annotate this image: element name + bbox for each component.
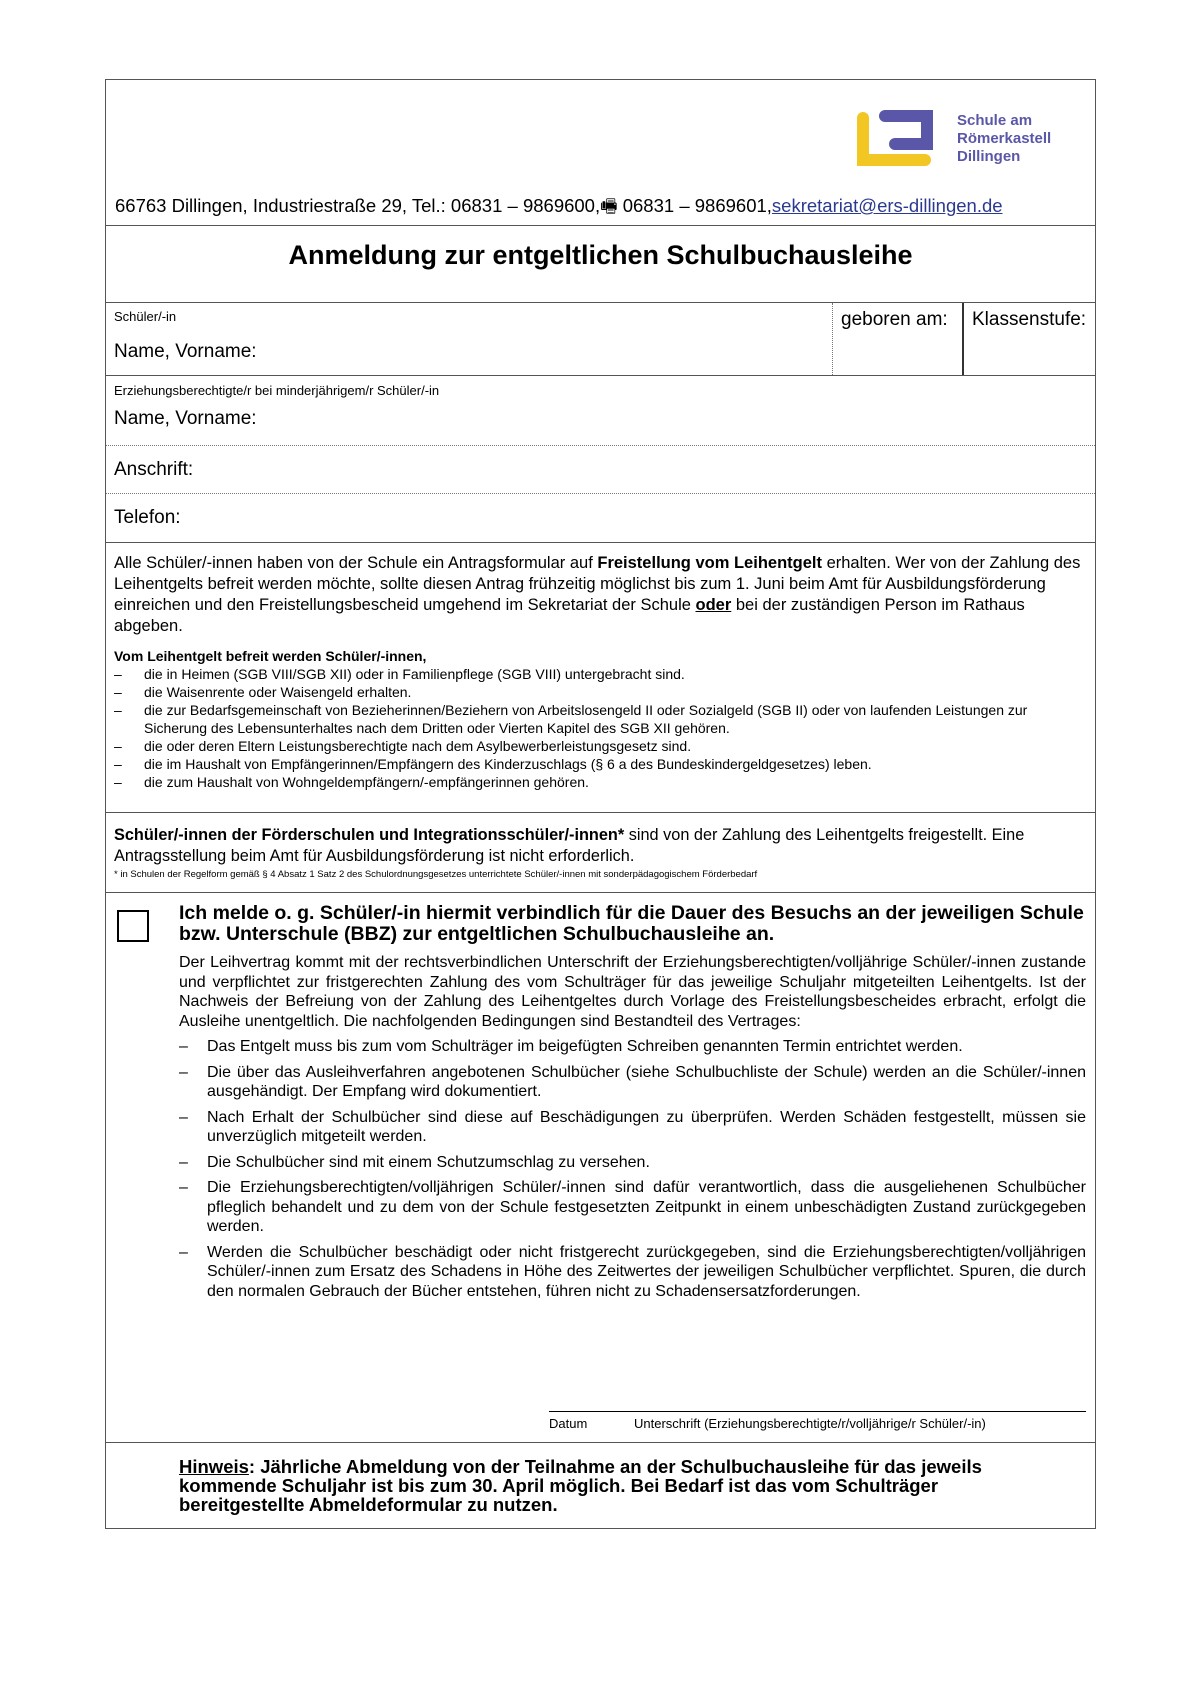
- signature-line[interactable]: [549, 1411, 1086, 1412]
- guardian-address-field[interactable]: [106, 445, 1095, 493]
- exemption-oder: oder: [695, 596, 732, 614]
- address-text: 66763 Dillingen, Industriestraße 29, Tel.: 06831 – 9869600,: [115, 195, 601, 216]
- note-section: [106, 1442, 1095, 1530]
- conditions-list: [179, 1037, 1086, 1301]
- logo-line: Römerkastell: [957, 130, 1052, 147]
- dash: –: [114, 702, 122, 718]
- list-item: [114, 683, 1085, 701]
- note-text: [179, 1457, 1045, 1514]
- list-item-text: die oder deren Eltern Leistungsberechtigte nach dem Asylbewerberleistungsgesetz sind.: [144, 738, 692, 754]
- note-body: : Jährliche Abmeldung von der Teilnahme an der Schulbuchausleihe für das jeweils kommende Schuljahr ist bis zum 30. April möglich. Bei Bedarf ist das vom Schulträger bereitgestellte Abmeldeformular zu nutzen.: [179, 1456, 982, 1515]
- list-item: [179, 1063, 1086, 1102]
- special-paragraph: [114, 825, 1085, 867]
- logo-line: Schule am: [957, 112, 1033, 129]
- exemption-text: erhalten. Wer von der Zahlung des Leihentgelts befreit werden möchte, sollte diesen Antrag frühzeitig möglichst bis zum 1. Juni beim Amt für Ausbildungsförderung einreichen und den Freistellungsbescheid umgehend im Sekretariat der Schule: [114, 554, 1081, 614]
- guardian-name-label: Name, Vorname:: [114, 408, 257, 429]
- list-item-text: Werden die Schulbücher beschädigt oder nicht fristgerecht zurückgegeben, sind die Erziehungsberechtigten/volljährigen Schüler/-innen zum Ersatz des Schadens in Höhe des Zeitwertes der jeweiligen Schulbücher verpflichtet. Spuren, die durch den normalen Gebrauch der Bücher entstehen, führen nicht zu Schadensersatzforderungen.: [207, 1243, 1086, 1300]
- list-item: [179, 1178, 1086, 1237]
- list-item: [114, 665, 1085, 683]
- list-item-text: Die Erziehungsberechtigten/volljährigen Schüler/-innen sind dafür verantwortlich, dass die ausgeliehenen Schulbücher pfleglich behandelt und zu dem von der Schule festgesetzten Zeitpunkt in einem unbeschädigten Zustand zurückgegeben werden.: [207, 1179, 1086, 1235]
- dash: –: [114, 738, 122, 754]
- dash: –: [179, 1038, 188, 1055]
- exemption-text: Alle Schüler/-innen haben von der Schule ein Antragsformular auf: [114, 554, 598, 572]
- student-name-field[interactable]: [106, 303, 833, 375]
- guardian-phone-label: Telefon:: [114, 507, 181, 528]
- exemption-text: bei der zuständigen Person im Rathaus abgeben.: [114, 596, 1025, 635]
- registration-checkbox[interactable]: [117, 910, 149, 942]
- grade-label: Klassenstufe:: [972, 309, 1087, 330]
- list-item-text: die zur Bedarfsgemeinschaft von Bezieherinnen/Beziehern von Arbeitslosengeld II oder Sozialgeld (SGB II) oder von laufenden Leistungen zur Sicherung des Lebensunterhaltes nach dem Dritten oder Vierten Kapitel des SGB XII gehören.: [144, 702, 1028, 736]
- birthdate-label: geboren am:: [841, 309, 948, 330]
- grade-field[interactable]: [964, 303, 1096, 375]
- exemption-section: [106, 542, 1095, 812]
- special-text: sind von der Zahlung des Leihentgelts freigestellt. Eine Antragsstellung beim Amt für Ausbildungsförderung ist nicht erforderlich.: [114, 826, 1025, 865]
- registration-intro: Der Leihvertrag kommt mit der rechtsverbindlichen Unterschrift der Erziehungsberechtigten/volljährige Schüler/-innen zustande und verpflichtet zur fristgerechten Zahlung des vom Schulträger für das jeweilige Schuljahr mitgeteilten Leihentgelts. Ist der Nachweis der Befreiung von der Zahlung des Leihentgeltes durch Vorlage des Freistellungsbescheides erbracht, erfolgt die Ausleihe unentgeltlich. Die nachfolgenden Bedingungen sind Bestandteil des Vertrages:: [179, 954, 1086, 1030]
- dash: –: [179, 1243, 188, 1261]
- list-item-text: Die über das Ausleihverfahren angebotenen Schulbücher (siehe Schulbuchliste der Schule) werden an die Schüler/-innen ausgehändigt. Der Empfang wird dokumentiert.: [207, 1063, 1086, 1100]
- list-item: [179, 1153, 1086, 1173]
- list-item-text: Das Entgelt muss bis zum vom Schulträger im beigefügten Schreiben genannten Termin entrichtet werden.: [207, 1038, 963, 1055]
- list-item: [114, 701, 1085, 737]
- fax-icon: 🖷: [600, 195, 618, 216]
- guardian-address-label: Anschrift:: [114, 459, 194, 480]
- exemption-list: [114, 647, 1085, 791]
- school-address: [115, 192, 1003, 224]
- dash: –: [179, 1153, 188, 1171]
- registration-form: [105, 79, 1096, 1529]
- title-section: [106, 225, 1095, 302]
- list-item: [114, 737, 1085, 755]
- page-title: Anmeldung zur entgeltlichen Schulbuchausleihe: [288, 240, 913, 270]
- dash: –: [114, 756, 122, 772]
- student-section: [106, 302, 1095, 375]
- registration-content: [179, 903, 1086, 1307]
- school-logo-icon: [855, 104, 951, 170]
- dash: –: [114, 774, 122, 790]
- list-item: [114, 755, 1085, 773]
- guardian-phone-field[interactable]: [106, 493, 1095, 542]
- special-bold: Schüler/-innen der Förderschulen und Integrationsschüler/-innen*: [114, 826, 625, 844]
- email-link[interactable]: sekretariat@ers-dillingen.de: [771, 195, 1003, 216]
- school-logo: [855, 104, 1065, 174]
- list-item-text: die in Heimen (SGB VIII/SGB XII) oder in Familienpflege (SGB VIII) untergebracht sind.: [144, 666, 685, 682]
- logo-text: [957, 112, 1051, 166]
- list-item: [179, 1108, 1086, 1147]
- registration-heading: Ich melde o. g. Schüler/-in hiermit verbindlich für die Dauer des Besuchs an der jeweiligen Schule bzw. Unterschule (BBZ) zur entgeltlichen Schulbuchausleihe an.: [179, 902, 1084, 945]
- list-item-text: die im Haushalt von Empfängerinnen/Empfängern des Kinderzuschlags (§ 6 a des Bundeskindergeldgesetzes) leben.: [144, 756, 872, 772]
- signature-label: Unterschrift (Erziehungsberechtigte/r/volljährige/r Schüler/-in): [634, 1416, 986, 1431]
- logo-line: Dillingen: [957, 148, 1021, 165]
- registration-section: [106, 892, 1095, 1442]
- dash: –: [114, 684, 122, 700]
- exemption-bold: Freistellung vom Leihentgelt: [597, 554, 822, 572]
- fax-number: 06831 – 9869601,: [617, 195, 772, 216]
- list-item-text: Die Schulbücher sind mit einem Schutzumschlag zu versehen.: [207, 1153, 650, 1171]
- birthdate-field[interactable]: [833, 303, 964, 375]
- dash: –: [114, 666, 122, 682]
- dash: –: [179, 1108, 188, 1126]
- student-small-label: Schüler/-in: [114, 309, 177, 324]
- list-item-text: Nach Erhalt der Schulbücher sind diese auf Beschädigungen zu überprüfen. Werden Schäden festgestellt, müssen sie unverzüglich mitgeteilt werden.: [207, 1108, 1086, 1145]
- guardian-name-field[interactable]: [106, 375, 1095, 445]
- list-item-text: die Waisenrente oder Waisengeld erhalten.: [144, 684, 412, 700]
- special-section: [106, 812, 1095, 892]
- list-item: [114, 773, 1085, 791]
- list-item: [179, 1037, 1086, 1057]
- student-name-label: Name, Vorname:: [114, 341, 257, 362]
- date-label: Datum: [549, 1416, 588, 1431]
- dash: –: [179, 1063, 188, 1081]
- dash: –: [179, 1179, 188, 1196]
- exemption-list-title: Vom Leihentgelt befreit werden Schüler/-innen,: [114, 648, 427, 664]
- list-item: [179, 1243, 1086, 1302]
- guardian-small-label: Erziehungsberechtigte/r bei minderjährigem/r Schüler/-in: [114, 383, 440, 398]
- list-item-text: die zum Haushalt von Wohngeldempfängern/-empfängerinnen gehören.: [144, 774, 589, 790]
- note-label: Hinweis: [179, 1456, 249, 1477]
- form-header: [106, 80, 1095, 225]
- exemption-paragraph: [114, 553, 1085, 637]
- special-footnote: * in Schulen der Regelform gemäß § 4 Absatz 1 Satz 2 des Schulordnungsgesetzes unterrichtete Schüler/-innen mit sonderpädagogischem Förderbedarf: [114, 869, 758, 880]
